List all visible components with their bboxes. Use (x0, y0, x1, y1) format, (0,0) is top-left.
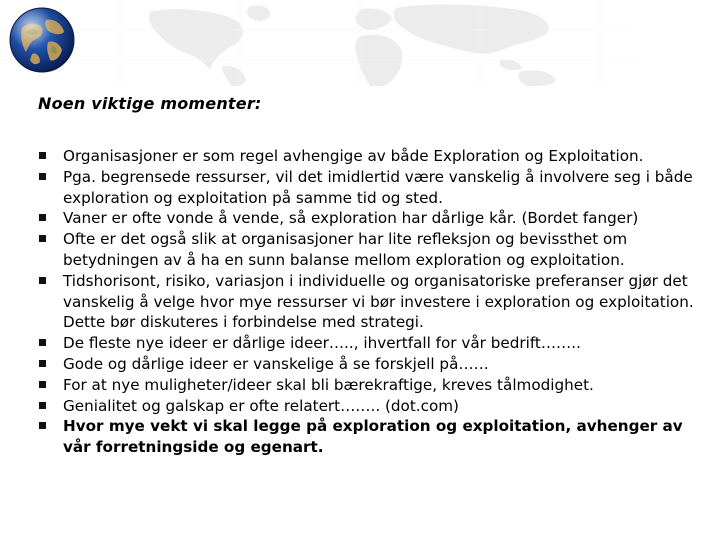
list-item-text: Genialitet og galskap er ofte relatert…….. (dot.com) (63, 396, 459, 415)
globe-icon (8, 6, 76, 74)
square-bullet-icon (39, 402, 46, 409)
list-item (38, 333, 698, 354)
list-item-text: Gode og dårlige ideer er vanskelige å se forskjell på…… (63, 354, 489, 373)
square-bullet-icon (39, 173, 46, 180)
list-item (38, 208, 698, 229)
square-bullet-icon (39, 235, 46, 242)
list-item-text: Organisasjoner er som regel avhengige av både Exploration og Exploitation. (63, 147, 644, 165)
square-bullet-icon (39, 339, 46, 346)
square-bullet-icon (39, 360, 46, 367)
bullet-list (38, 146, 698, 458)
square-bullet-icon (39, 422, 46, 429)
list-item-text: Ofte er det også slik at organisasjoner har lite refleksjon og bevissthet om betydningen av å ha en sunn balanse mellom exploration og exploitation. (63, 230, 628, 269)
slide-heading: Noen viktige momenter: (38, 94, 262, 113)
list-item-text: Pga. begrensede ressurser, vil det imidlertid være vanskelig å involvere seg i både exploration og exploitation på samme tid og sted. (63, 167, 693, 207)
list-item-text: Tidshorisont, risiko, variasjon i individuelle og organisatoriske preferanser gjør det vanskelig å velge hvor mye ressurser vi bør investere i exploration og exploitation. Dette bør diskuteres i forbindelse med strategi. (63, 271, 694, 332)
world-map-icon (0, 0, 720, 86)
square-bullet-icon (39, 214, 46, 221)
list-item (38, 416, 698, 458)
list-item-text: Hvor mye vekt vi skal legge på exploration og exploitation, avhenger av vår forretningside og egenart. (63, 417, 683, 457)
list-item (38, 229, 698, 271)
list-item-text: De fleste nye ideer er dårlige ideer….., ihvertfall for vår bedrift…….. (63, 334, 581, 353)
list-item (38, 167, 698, 209)
list-item (38, 375, 698, 396)
square-bullet-icon (39, 152, 46, 159)
square-bullet-icon (39, 277, 46, 284)
world-map-banner (0, 0, 720, 86)
list-item-text: Vaner er ofte vonde å vende, så exploration har dårlige kår. (Bordet fanger) (63, 209, 639, 228)
list-item (38, 396, 698, 417)
list-item (38, 354, 698, 375)
square-bullet-icon (39, 381, 46, 388)
list-item (38, 146, 698, 167)
list-item-text: For at nye muligheter/ideer skal bli bærekraftige, kreves tålmodighet. (63, 375, 594, 394)
list-item (38, 271, 698, 333)
